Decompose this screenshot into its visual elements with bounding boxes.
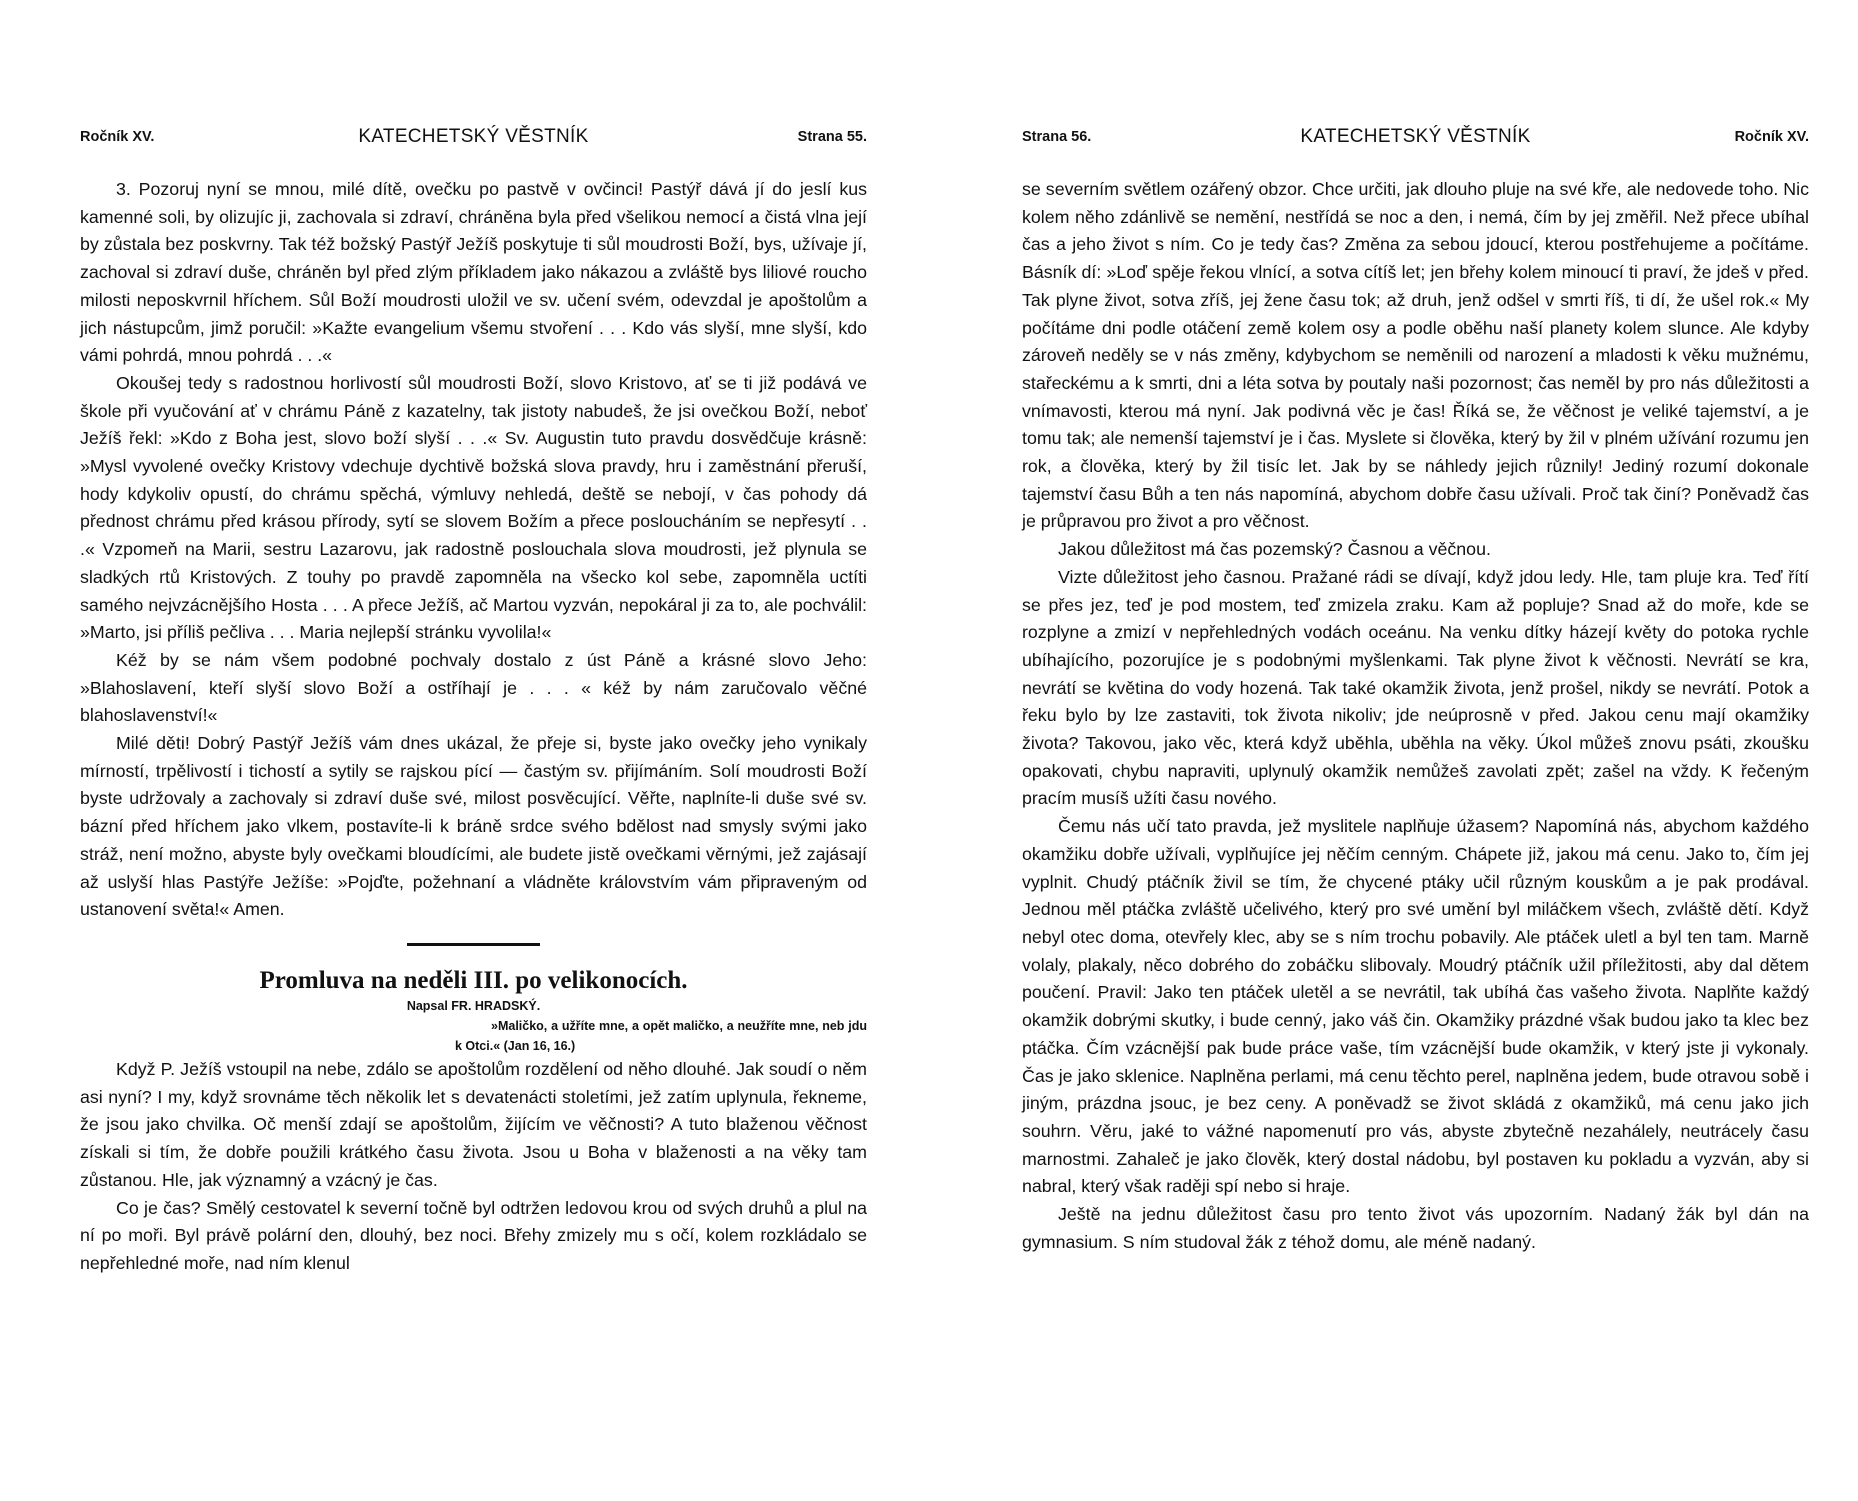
right-page <box>929 0 1858 1501</box>
volume-label: Ročník XV. <box>80 129 155 145</box>
article-title: Promluva na neděli III. po velikonocích. <box>259 966 688 994</box>
left-running-header <box>80 126 867 156</box>
paragraph: Vizte důležitost jeho časnou. Pražané rádi se dívají, když jdou ledy. Hle, tam pluje kra. Teď řítí se přes jez, teď je pod mostem, teď zmizela zraku. Kam až popluje? Snad až do moře, kde se rozplyne a zmizí v nepřehledných vodách oceánu. Na venku dítky házejí květy do potoka rychle ubíhajícího, pozorujíce je s podobnými myšlenkami. Tak plyne život k věčnosti. Nevrátí se kra, nevrátí se květina do vody hozená. Tak také okamžik života, jenž prošel, nikdy se nevrátí. Potok a řeku bylo by lze zastaviti, tok života nikoliv; jde neúprosně v před. Jakou cenu mají okamžiky života? Takovou, jako věc, která když uběhla, uběhla na věky. Úkol můžeš znovu psáti, zkoušku opakovati, chybu napraviti, uplynulý okamžik nemůžeš zavolati zpět; zašel na vždy. K řečeným pracím musíš užíti času nového. <box>1022 566 1809 809</box>
paragraph: Co je čas? Smělý cestovatel k severní točně byl odtržen ledovou krou od svých druhů a plul na ní po moři. Byl právě polární den, dlouhý, bez noci. Břehy zmizely mu s očí, kolem rozkládalo se nepřehledné moře, nad ním klenul <box>80 1197 867 1273</box>
paragraph: se severním světlem ozářený obzor. Chce určiti, jak dlouho pluje na své kře, ale nedovede toho. Nic kolem něho zdánlivě se nemění, nestřídá se noc a den, i nemá, čím by jej změřil. Než přece ubíhal čas a jeho život s ním. Co je tedy čas? Změna za sebou jdoucí, kterou postřehujeme a počítáme. Básník dí: »Loď spěje řekou vlnící, a sotva cítíš let; jen břehy kolem minoucí ti praví, že jdeš v před. Tak plyne život, sotva zříš, jej žene času tok; až druh, jenž odšel v smrti říš, ti dí, že ušel rok.« My počítáme dni podle otáčení země kolem osy a podle oběhu naší planety kolem slunce. Ale kdyby zároveň neděly se v nás změny, kdybychom se neměnili od narození a mladosti k věku mužnému, stařeckému a k smrti, dni a léta sotva by poutaly naši pozornost; čas neměl by pro nás důležitosti a vnímavosti, kterou má nyní. Jak podivná věc je čas! Říká se, že věčnost je veliké tajemství, a je tomu tak; ale nemenší tajemství je i čas. Myslete si člověka, který by žil v plném užívání rozumu jen rok, a člověka, který by žil tisíc let. Jak by se náhledy jejich různily! Jediný rozumí dokonale tajemství času Bůh a ten nás napomíná, abychom dobře času užívali. Proč tak činí? Poněvadž čas je průpravou pro život a pro věčnost. <box>1022 179 1809 532</box>
right-running-header <box>1022 126 1809 156</box>
journal-title: KATECHETSKÝ VĚSTNÍK <box>1300 126 1531 147</box>
paragraph: Ještě na jednu důležitost času pro tento život vás upozorním. Nadaný žák byl dán na gymnasium. S ním studoval žák z téhož domu, ale méně nadaný. <box>1022 1204 1809 1252</box>
page-number: Strana 56. <box>1022 129 1092 145</box>
paragraph: Když P. Ježíš vstoupil na nebe, zdálo se apoštolům rozdělení od něho dlouhé. Jak soudí o něm asi nyní? I my, když srovnáme těch několik let s devatenácti stoletími, jež zatím uplynula, řekneme, že jsou jako chvilka. Oč menší zdají se apoštolům, žijícím ve věčnosti? A tuto blaženou věčnost získali si tím, že dobře použili krátkého času života. Jsou u Boha v blaženosti a na věky tam zůstanou. Hle, jak významný a vzácný je čas. <box>80 1058 867 1190</box>
page-number: Strana 55. <box>797 129 867 145</box>
section-divider <box>407 943 540 946</box>
paragraph: Jakou důležitost má čas pozemský? Časnou a věčnou. <box>1058 539 1491 560</box>
paragraph: Okoušej tedy s radostnou horlivostí sůl moudrosti Boží, slovo Kristovo, ať se ti již podává ve škole při vyučování ať v chrámu Páně z kazatelny, tak jistoty nabudeš, že jsi ovečkou Boží, neboť Ježíš řekl: »Kdo z Boha jest, slovo boží slyší . . .« Sv. Augustin tuto pravdu dosvědčuje krásně: »Mysl vyvolené ovečky Kristovy vdechuje dychtivě božská slova pravdy, hru i zaměstnání přeruší, hody kdykoliv opustí, do chrámu spěchá, výmluvy nehledá, deště se nebojí, v čas pohody dá přednost chrámu před krásou přírody, sytí se slovem Božím a přece posloucháním se nepřesytí . . .« Vzpomeň na Marii, sestru Lazarovu, jak radostně poslouchala slova moudrosti, jež plynula se sladkých rtů Kristových. Z touhy po pravdě zapomněla na všecko kol sebe, zapomněla uctíti samého nejvzácnějšího Hosta . . . A přece Ježíš, ač Martou vyzván, nepokáral ji za to, ale pochválil: »Marto, jsi příliš pečliva . . . Maria nejlepší stránku vyvolila!« <box>80 372 867 643</box>
journal-title: KATECHETSKÝ VĚSTNÍK <box>358 126 589 147</box>
paragraph: Čemu nás učí tato pravda, jež myslitele naplňuje úžasem? Napomíná nás, abychom každého okamžiku dobře užívali, vyplňujíce jej něčím cenným. Chápete již, jakou má cenu. Jako to, čím jej vyplnit. Chudý ptáčník živil se tím, že chycené ptáky učil různým kouskům a je pak prodával. Jednou měl ptáčka zvláště učelivého, který pro své umění byl miláčkem všech, zvláště dětí. Když nebyl otec doma, otevřely klec, aby se s ním trochu pobavily. Ale ptáček uletl a byl ten tam. Marně volaly, plakaly, něco dobrého do zobáčku slibovaly. Moudrý ptáčník užil příležitosti, aby dal dětem poučení. Pravil: Jako ten ptáček uletěl a se nevrátil, tak ubíhá čas vašeho života. Naplňte každý okamžik dobrými skutky, i bude cenný, jako váš čin. Okamžiky prázdné však budou jako ta klec bez ptáčka. Čím vzácnější pak bude práce vaše, tím vzácnější bude okamžik, v který jste ji vykonaly. Čas je jako sklenice. Naplněna perlami, má cenu těchto perel, naplněna jedem, bude otravou sobě i jiným, prázdna jsouc, je bez ceny. A poněvadž se život skládá z okamžiků, má cenu jako jich souhrn. Věru, jaké to vážné napomenutí pro vás, abyste zbytečně nezahálely, neutrácely času marnostmi. Zahaleč je jako člověk, který dostal nádobu, byl postaven ku pokladu a vyzván, aby si nabral, který však raději spí nebo si hraje. <box>1022 816 1809 1197</box>
article-author: Napsal FR. HRADSKÝ. <box>406 998 541 1013</box>
left-body-text <box>80 176 867 1278</box>
paragraph: 3. Pozoruj nyní se mnou, milé dítě, ovečku po pastvě v ovčinci! Pastýř dává jí do jeslí kus kamenné soli, by olizujíc ji, zachovala si zdraví, chráněna byla před všelikou nemocí a čistá vlna její by zůstala bez poskvrny. Tak též božský Pastýř Ježíš poskytuje ti sůl moudrosti Boží, bys, užívaje jí, zachoval si zdraví duše, chráněn byl před zlým příkladem jako nákazou a zvláště bys liliové roucho milosti neposkvrnil hříchem. Sůl Boží moudrosti uložil ve sv. učení svém, odevzdal je apoštolům a jich nástupcům, jimž poručil: »Kažte evangelium všemu stvoření . . . Kdo vás slyší, mne slyší, kdo vámi pohrdá, mnou pohrdá . . .« <box>80 179 867 366</box>
article-motto: »Maličko, a užříte mne, a opět maličko, a neužříte mne, neb jdu k Otci.« (Jan 16, 16.) <box>455 1018 867 1053</box>
volume-label: Ročník XV. <box>1734 129 1809 145</box>
paragraph: Kéž by se nám všem podobné pochvaly dostalo z úst Páně a krásné slovo Jeho: »Blahoslavení, kteří slyší slovo Boží a ostříhají je . . . « kéž by nám zaručovalo věčné blahoslavenství!« <box>80 649 867 726</box>
paragraph: Milé děti! Dobrý Pastýř Ježíš vám dnes ukázal, že přeje si, byste jako ovečky jeho vynikaly mírností, trpělivostí i tichostí a sytily se rajskou pící — častým sv. přijímáním. Solí moudrosti Boží byste udržovaly a zachovaly si zdraví duše své, milost posvěcující. Věřte, naplníte-li duše své sv. bázní před hříchem jako vlkem, postavíte-li k bráně srdce svého bdělost nad smysly svými jako stráž, není možno, abyste byly ovečkami bloudícími, ale budete jistě ovečkami věrnými, jež zajásají až uslyší hlas Pastýře Ježíše: »Pojďte, požehnaní a vládněte královstvím vám připraveným od ustanovení světa!« Amen. <box>80 733 867 920</box>
right-body-text <box>1022 176 1809 1256</box>
